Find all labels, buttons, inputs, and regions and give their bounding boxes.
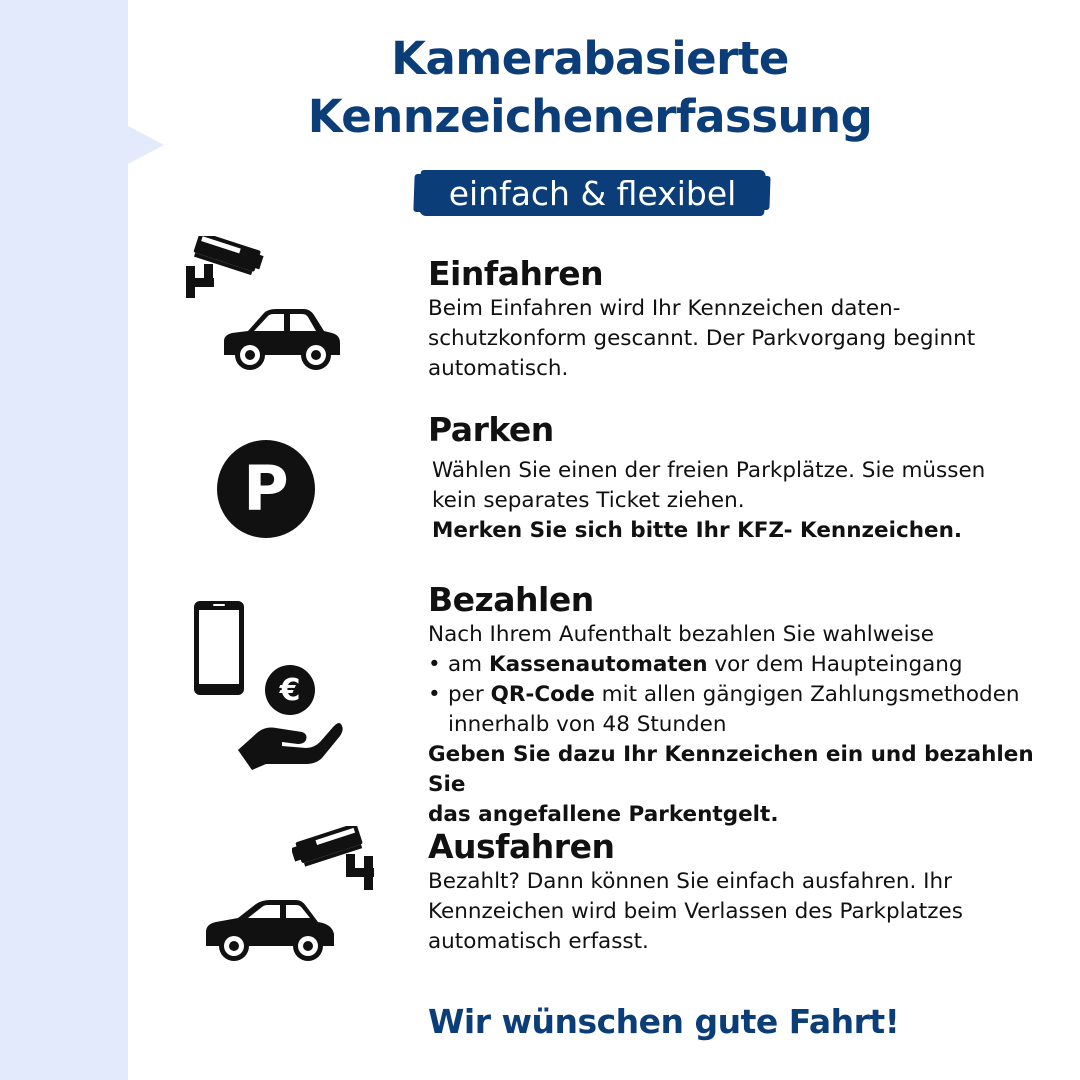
parking-letter: P — [243, 452, 289, 525]
page-title — [150, 30, 1030, 146]
bullet-bold: QR-Code — [490, 682, 595, 707]
euro-symbol: € — [279, 673, 301, 708]
section-title: Bezahlen — [428, 580, 594, 619]
section-bezahlen — [428, 580, 1058, 830]
section-body — [428, 456, 1058, 546]
body-bold-line: das angefallene Parkentgelt. — [428, 802, 779, 827]
section-title: Einfahren — [428, 254, 604, 293]
section-title: Parken — [428, 410, 554, 449]
body-line: Nach Ihrem Aufenthalt bezahlen Sie wahlweise — [428, 622, 934, 647]
hand-icon — [236, 706, 344, 770]
closing-message: Wir wünschen gute Fahrt! — [428, 1002, 900, 1041]
bullet-text: vor dem Haupteingang — [707, 652, 963, 677]
bullet-bold: Kassenautomaten — [488, 652, 708, 677]
tagline-text: einfach & flexibel — [448, 173, 737, 213]
body-line: Kennzeichen wird beim Verlassen des Parkplatzes — [428, 899, 963, 924]
payment-options-list — [428, 650, 1058, 740]
body-bold-line: Merken Sie sich bitte Ihr KFZ- Kennzeichen. — [432, 518, 963, 543]
bullet-text: am — [448, 652, 489, 677]
body-line: Bezahlt? Dann können Sie einfach ausfahren. Ihr — [428, 869, 952, 894]
parking-icon — [216, 439, 316, 539]
tagline-badge — [420, 170, 765, 216]
bullet-text: innerhalb von 48 Stunden — [448, 712, 727, 737]
section-body — [428, 867, 1058, 957]
car-icon — [204, 896, 336, 964]
body-line: automatisch. — [428, 356, 569, 381]
body-line: Wählen Sie einen der freien Parkplätze. Sie müssen — [432, 458, 986, 483]
section-einfahren — [428, 254, 1058, 384]
side-strip — [0, 0, 128, 1080]
title-line-1: Kamerabasierte — [391, 32, 789, 85]
section-ausfahren — [428, 827, 1058, 957]
bullet-text: per — [448, 682, 491, 707]
list-item — [428, 680, 1058, 740]
title-line-2: Kennzeichenerfassung — [307, 90, 873, 143]
camera-icon — [186, 236, 266, 300]
section-parken — [428, 410, 1058, 546]
body-bold-line: Geben Sie dazu Ihr Kennzeichen ein und bezahlen Sie — [428, 742, 1034, 797]
list-item — [428, 650, 1058, 680]
car-icon — [220, 305, 342, 373]
section-title: Ausfahren — [428, 827, 615, 866]
section-body — [428, 294, 1058, 384]
body-line: Beim Einfahren wird Ihr Kennzeichen daten- — [428, 296, 901, 321]
body-line: schutzkonform gescannt. Der Parkvorgang beginnt — [428, 326, 976, 351]
bullet-text: mit allen gängigen Zahlungsmethoden — [594, 682, 1020, 707]
section-body — [428, 620, 1058, 830]
smartphone-icon — [193, 600, 245, 696]
body-line: kein separates Ticket ziehen. — [432, 488, 745, 513]
camera-icon — [292, 826, 374, 892]
body-line: automatisch erfasst. — [428, 929, 649, 954]
